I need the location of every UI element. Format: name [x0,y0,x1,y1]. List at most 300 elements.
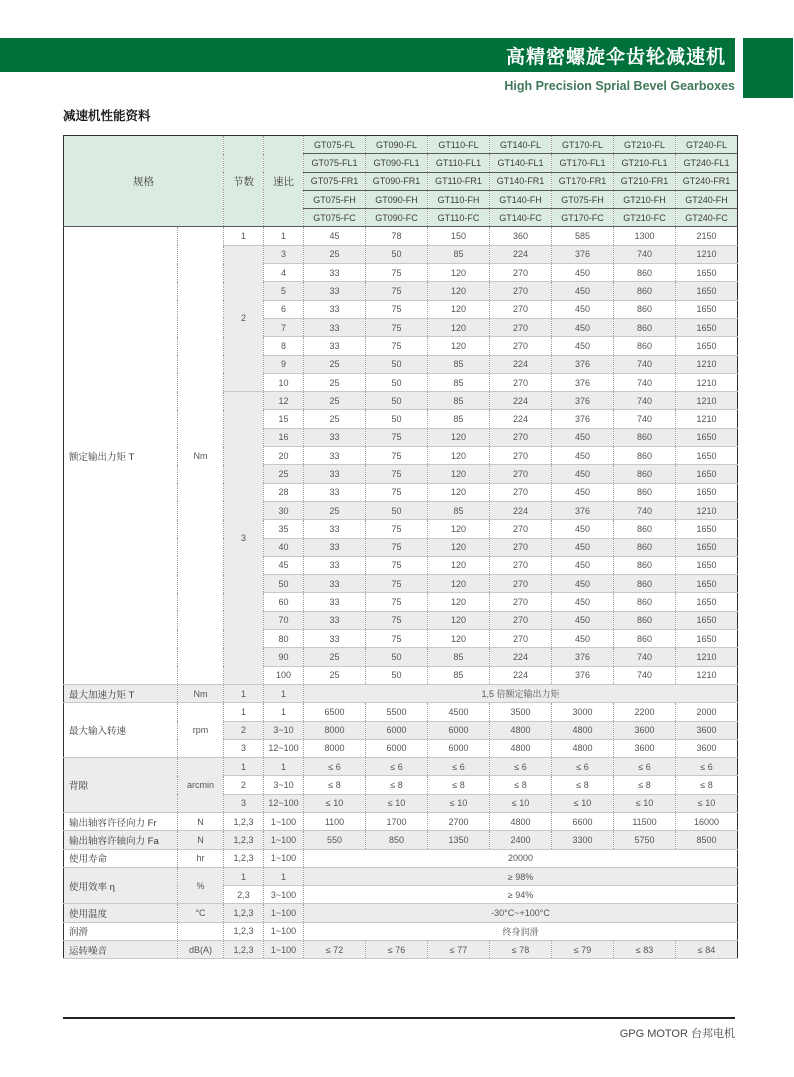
table-row [64,136,738,154]
data-cell: 1650 [676,337,738,355]
data-cell: ≤ 78 [490,941,552,959]
data-cell: 1300 [614,227,676,245]
data-cell: 450 [552,575,614,593]
data-cell: 4500 [428,703,490,721]
data-cell: 740 [614,648,676,666]
data-cell: 1650 [676,428,738,446]
model-cell: GT140-FH [490,190,552,208]
data-cell: 450 [552,318,614,336]
data-cell: ≤ 10 [490,794,552,812]
data-cell: 1650 [676,611,738,629]
data-cell: 3~10 [264,721,304,739]
data-cell: 4800 [552,739,614,757]
data-cell: 33 [304,483,366,501]
table-row [64,867,738,885]
data-cell: 85 [428,501,490,519]
data-cell: ≤ 6 [366,758,428,776]
data-cell: 75 [366,428,428,446]
table-row [64,703,738,721]
data-cell: 3600 [676,739,738,757]
data-cell: 120 [428,337,490,355]
data-cell: 376 [552,355,614,373]
data-cell: ≤ 8 [304,776,366,794]
data-cell: 75 [366,520,428,538]
data-cell: 3 [224,392,264,685]
data-cell: 860 [614,282,676,300]
data-cell: 860 [614,483,676,501]
data-cell: 2 [224,776,264,794]
data-cell: 860 [614,264,676,282]
data-cell: 224 [490,410,552,428]
data-cell: 2150 [676,227,738,245]
data-cell [178,922,224,940]
data-cell: 1650 [676,575,738,593]
data-cell: 25 [304,410,366,428]
data-cell: 1650 [676,465,738,483]
data-cell: 224 [490,501,552,519]
data-cell: 60 [264,593,304,611]
data-cell: 270 [490,300,552,318]
model-cell: GT140-FL1 [490,154,552,172]
data-cell: 1650 [676,300,738,318]
data-cell: N [178,831,224,849]
data-cell: 33 [304,447,366,465]
data-cell: ≤ 8 [676,776,738,794]
data-cell: 2000 [676,703,738,721]
table-row [64,227,738,245]
data-cell: 100 [264,666,304,684]
data-cell: 1 [224,227,264,245]
spec-table [63,135,738,959]
data-cell: 8000 [304,739,366,757]
data-cell: 8500 [676,831,738,849]
data-cell: 85 [428,373,490,391]
data-cell: 2 [224,721,264,739]
data-cell: 450 [552,264,614,282]
data-cell: 50 [366,666,428,684]
data-cell: ≤ 6 [614,758,676,776]
data-cell: 85 [428,245,490,263]
data-cell: ≤ 10 [552,794,614,812]
data-cell: 450 [552,447,614,465]
data-cell: 80 [264,630,304,648]
data-cell: 224 [490,666,552,684]
data-cell: ≤ 10 [304,794,366,812]
model-cell: GT240-FR1 [676,172,738,190]
data-cell: 6500 [304,703,366,721]
data-cell: 2400 [490,831,552,849]
data-cell: 3 [224,739,264,757]
model-cell: GT240-FL [676,136,738,154]
data-cell: 75 [366,593,428,611]
data-cell: 860 [614,300,676,318]
row-label-cell: 输出轴容许轴向力 Fa [64,831,178,849]
data-cell: 120 [428,575,490,593]
data-cell: 120 [428,447,490,465]
model-cell: GT140-FC [490,209,552,227]
data-cell: 1,2,3 [224,831,264,849]
data-cell: 1650 [676,483,738,501]
data-cell: ≤ 6 [490,758,552,776]
data-cell: 376 [552,245,614,263]
page-subtitle: High Precision Sprial Bevel Gearboxes [504,79,735,93]
data-cell: 16 [264,428,304,446]
data-cell: arcmin [178,758,224,813]
data-cell: 120 [428,611,490,629]
data-cell: 1650 [676,264,738,282]
data-cell: 1~100 [264,904,304,922]
data-cell: 270 [490,447,552,465]
data-cell: 6000 [366,721,428,739]
data-cell: 740 [614,355,676,373]
data-cell: 3~100 [264,886,304,904]
row-label-cell: 背隙 [64,758,178,813]
data-cell: 4 [264,264,304,282]
data-cell: ≤ 10 [676,794,738,812]
row-label-cell: 最大输入转速 [64,703,178,758]
data-cell: 1,2,3 [224,904,264,922]
data-cell: 12 [264,392,304,410]
model-cell: GT210-FL1 [614,154,676,172]
model-cell: GT170-FR1 [552,172,614,190]
data-cell: 450 [552,483,614,501]
data-cell: 30 [264,501,304,519]
model-cell: GT240-FC [676,209,738,227]
data-cell: 450 [552,300,614,318]
data-cell: 450 [552,630,614,648]
data-cell: 120 [428,630,490,648]
data-cell: 6 [264,300,304,318]
data-cell: 450 [552,611,614,629]
data-cell: 4800 [552,721,614,739]
data-cell: 15 [264,410,304,428]
data-cell: 224 [490,648,552,666]
model-cell: GT110-FL [428,136,490,154]
data-cell: 1210 [676,392,738,410]
row-label-cell: 额定输出力矩 T [64,227,178,684]
data-cell: 270 [490,593,552,611]
data-cell: 450 [552,337,614,355]
row-label-cell: 最大加速力矩 T [64,684,178,702]
title-bar [0,38,735,72]
data-cell: ≥ 98% [304,867,738,885]
model-cell: GT075-FR1 [304,172,366,190]
data-cell: 5750 [614,831,676,849]
data-cell: 90 [264,648,304,666]
header-cell: 节数 [224,136,264,227]
row-label-cell: 输出轴容许径向力 Fr [64,812,178,830]
data-cell: 3 [264,245,304,263]
data-cell: 224 [490,392,552,410]
data-cell: 12~100 [264,794,304,812]
data-cell: 1,2,3 [224,812,264,830]
table-row [64,849,738,867]
data-cell: 75 [366,318,428,336]
data-cell: 850 [366,831,428,849]
data-cell: 4800 [490,739,552,757]
data-cell: 120 [428,483,490,501]
data-cell: 70 [264,611,304,629]
data-cell: 33 [304,593,366,611]
data-cell: 270 [490,373,552,391]
table-row [64,831,738,849]
data-cell: 11500 [614,812,676,830]
data-cell: 450 [552,556,614,574]
data-cell: ≤ 83 [614,941,676,959]
data-cell: 1650 [676,318,738,336]
data-cell: 50 [366,355,428,373]
data-cell: 50 [264,575,304,593]
data-cell: 860 [614,575,676,593]
data-cell: 120 [428,264,490,282]
data-cell: 85 [428,666,490,684]
data-cell: 1~100 [264,922,304,940]
data-cell: 1650 [676,556,738,574]
data-cell: 50 [366,245,428,263]
data-cell: -30°C~+100°C [304,904,738,922]
data-cell: ≤ 10 [428,794,490,812]
data-cell: ≤ 6 [552,758,614,776]
data-cell: 860 [614,611,676,629]
data-cell: 860 [614,465,676,483]
model-cell: GT240-FH [676,190,738,208]
data-cell: 75 [366,611,428,629]
data-cell: 33 [304,611,366,629]
data-cell: 550 [304,831,366,849]
data-cell: 85 [428,355,490,373]
data-cell: 120 [428,520,490,538]
model-cell: GT170-FL1 [552,154,614,172]
data-cell: 3500 [490,703,552,721]
data-cell: 78 [366,227,428,245]
data-cell: 1650 [676,447,738,465]
data-cell: 1650 [676,282,738,300]
model-cell: GT110-FC [428,209,490,227]
data-cell: 270 [490,538,552,556]
data-cell: 270 [490,520,552,538]
data-cell: 860 [614,428,676,446]
data-cell: 120 [428,556,490,574]
data-cell: 1~100 [264,831,304,849]
data-cell: 75 [366,337,428,355]
data-cell: 25 [304,392,366,410]
data-cell: % [178,867,224,904]
data-cell: 270 [490,465,552,483]
data-cell: 1700 [366,812,428,830]
data-cell: 1210 [676,648,738,666]
data-cell: 33 [304,318,366,336]
data-cell: 270 [490,630,552,648]
data-cell: 120 [428,593,490,611]
data-cell: 75 [366,465,428,483]
data-cell: 75 [366,447,428,465]
page-title: 高精密螺旋伞齿轮减速机 [505,46,726,68]
data-cell: 270 [490,282,552,300]
data-cell: 10 [264,373,304,391]
data-cell: 376 [552,410,614,428]
data-cell: 1 [264,703,304,721]
data-cell: °C [178,904,224,922]
data-cell: 33 [304,465,366,483]
data-cell: 33 [304,300,366,318]
section-title: 减速机性能资料 [63,109,151,123]
data-cell: 33 [304,282,366,300]
data-cell: 28 [264,483,304,501]
data-cell: ≤ 6 [428,758,490,776]
data-cell: 33 [304,264,366,282]
data-cell: 2200 [614,703,676,721]
data-cell: 85 [428,648,490,666]
row-label-cell: 使用效率 η [64,867,178,904]
data-cell: 75 [366,575,428,593]
data-cell: 85 [428,410,490,428]
data-cell: 6000 [428,739,490,757]
header-cell: 规格 [64,136,224,227]
data-cell: 45 [304,227,366,245]
data-cell: 1 [264,684,304,702]
data-cell: 33 [304,520,366,538]
table-row [64,922,738,940]
data-cell: ≤ 72 [304,941,366,959]
data-cell: 75 [366,630,428,648]
table-row [64,941,738,959]
data-cell: 120 [428,318,490,336]
data-cell: 376 [552,392,614,410]
data-cell: 450 [552,282,614,300]
data-cell: ≤ 77 [428,941,490,959]
data-cell: 270 [490,575,552,593]
data-cell: 1650 [676,593,738,611]
data-cell: 120 [428,465,490,483]
model-cell: GT075-FC [304,209,366,227]
data-cell: 20000 [304,849,738,867]
data-cell: 740 [614,245,676,263]
data-cell: Nm [178,227,224,684]
data-cell: 376 [552,373,614,391]
data-cell: 585 [552,227,614,245]
data-cell: hr [178,849,224,867]
data-cell: 5500 [366,703,428,721]
spec-table-container [63,135,737,959]
data-cell: 450 [552,465,614,483]
data-cell: 1 [224,758,264,776]
data-cell: 270 [490,611,552,629]
data-cell: 1210 [676,501,738,519]
data-cell: ≤ 79 [552,941,614,959]
data-cell: 25 [304,666,366,684]
data-cell: 75 [366,264,428,282]
header-accent-square [743,38,793,98]
model-cell: GT210-FR1 [614,172,676,190]
model-cell: GT110-FL1 [428,154,490,172]
model-cell: GT075-FH [304,190,366,208]
data-cell: 1,2,3 [224,922,264,940]
model-cell: GT075-FH [552,190,614,208]
data-cell: 3300 [552,831,614,849]
data-cell: 50 [366,410,428,428]
footer-rule [63,1017,735,1019]
data-cell: 9 [264,355,304,373]
data-cell: 85 [428,392,490,410]
data-cell: 25 [304,355,366,373]
model-cell: GT090-FR1 [366,172,428,190]
data-cell: 860 [614,593,676,611]
model-cell: GT170-FC [552,209,614,227]
data-cell: N [178,812,224,830]
data-cell: 860 [614,538,676,556]
model-cell: GT090-FH [366,190,428,208]
data-cell: 1 [224,684,264,702]
model-cell: GT090-FL [366,136,428,154]
data-cell: 740 [614,501,676,519]
data-cell: 75 [366,538,428,556]
data-cell: ≤ 10 [366,794,428,812]
model-cell: GT075-FL1 [304,154,366,172]
data-cell: ≤ 8 [552,776,614,794]
data-cell: 33 [304,428,366,446]
model-cell: GT240-FL1 [676,154,738,172]
data-cell: 50 [366,373,428,391]
data-cell: 2,3 [224,886,264,904]
model-cell: GT140-FR1 [490,172,552,190]
data-cell: dB(A) [178,941,224,959]
model-cell: GT090-FL1 [366,154,428,172]
data-cell: 8000 [304,721,366,739]
data-cell: 25 [304,501,366,519]
data-cell: 1210 [676,410,738,428]
data-cell: 25 [304,245,366,263]
data-cell: 75 [366,483,428,501]
model-cell: GT170-FL [552,136,614,154]
data-cell: 740 [614,410,676,428]
data-cell: 50 [366,648,428,666]
data-cell: 75 [366,300,428,318]
data-cell: 1210 [676,373,738,391]
data-cell: 33 [304,630,366,648]
data-cell: 270 [490,337,552,355]
data-cell: 3000 [552,703,614,721]
row-label-cell: 使用温度 [64,904,178,922]
data-cell: 16000 [676,812,738,830]
model-cell: GT075-FL [304,136,366,154]
data-cell: 50 [366,392,428,410]
data-cell: 120 [428,538,490,556]
data-cell: 1210 [676,355,738,373]
data-cell: 1 [264,227,304,245]
data-cell: 45 [264,556,304,574]
data-cell: 终身润滑 [304,922,738,940]
data-cell: 75 [366,556,428,574]
data-cell: 360 [490,227,552,245]
data-cell: 6000 [428,721,490,739]
data-cell: 1,2,3 [224,941,264,959]
data-cell: 1 [264,867,304,885]
data-cell: 33 [304,575,366,593]
data-cell: ≤ 8 [614,776,676,794]
data-cell: 120 [428,300,490,318]
model-cell: GT110-FR1 [428,172,490,190]
data-cell: 7 [264,318,304,336]
data-cell: 5 [264,282,304,300]
data-cell: 75 [366,282,428,300]
data-cell: 2700 [428,812,490,830]
data-cell: Nm [178,684,224,702]
data-cell: 740 [614,392,676,410]
data-cell: ≤ 76 [366,941,428,959]
table-row [64,812,738,830]
data-cell: 1350 [428,831,490,849]
data-cell: 270 [490,318,552,336]
